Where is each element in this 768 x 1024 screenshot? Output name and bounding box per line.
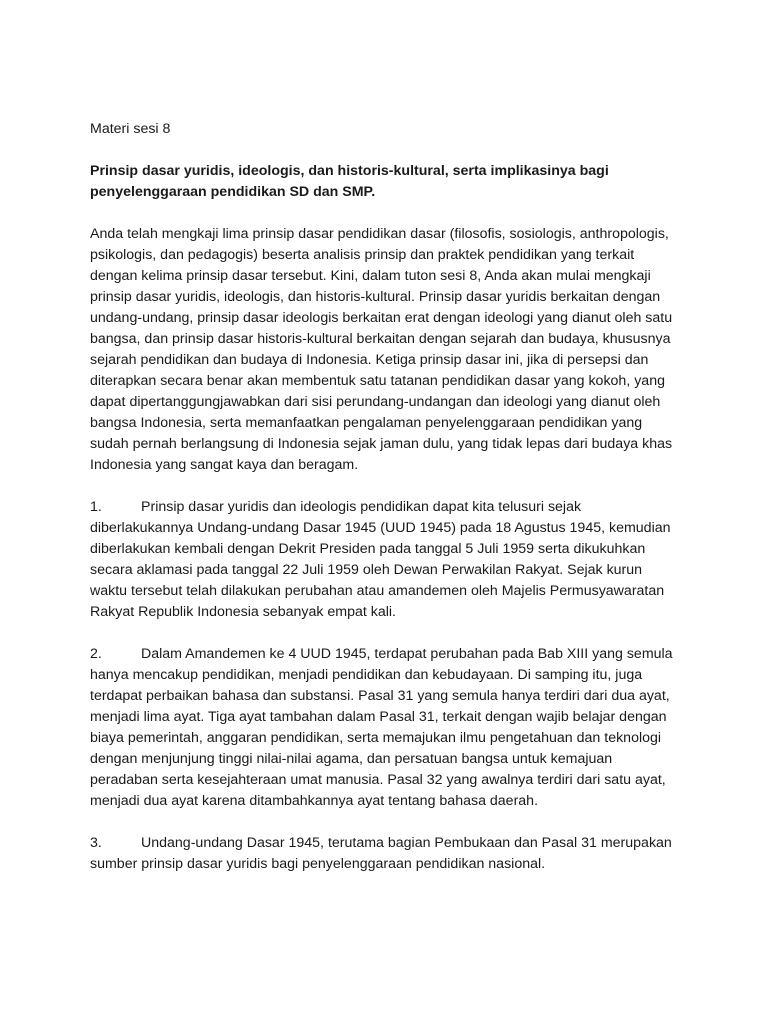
- list-item-text: Undang-undang Dasar 1945, terutama bagian Pembukaan dan Pasal 31 merupakan sumber prinsip dasar yuridis bagi penyelenggaraan pendidikan nasional.: [90, 835, 672, 872]
- list-item: [90, 644, 680, 812]
- intro-paragraph: Anda telah mengkaji lima prinsip dasar pendidikan dasar (filosofis, sosiologis, anthropologis, psikologis, dan pedagogis) beserta analisis prinsip dan praktek pendidikan yang terkait dengan kelima prinsip dasar tersebut. Kini, dalam tuton sesi 8, Anda akan mulai mengkaji prinsip dasar yuridis, ideologis, dan historis-kultural. Prinsip dasar yuridis berkaitan dengan undang-undang, prinsip dasar ideologis berkaitan erat dengan ideologi yang dianut oleh satu bangsa, dan prinsip dasar historis-kultural berkaitan dengan sejarah dan budaya, khususnya sejarah pendidikan dan budaya di Indonesia. Ketiga prinsip dasar ini, jika di persepsi dan diterapkan secara benar akan membentuk satu tatanan pendidikan dasar yang kokoh, yang dapat dipertanggungjawabkan dari sisi perundang-undangan dan ideologi yang dianut oleh bangsa Indonesia, serta memanfaatkan pengalaman penyelenggaraan pendidikan yang sudah pernah berlangsung di Indonesia sejak jaman dulu, yang tidak lepas dari budaya khas Indonesia yang sangat kaya dan beragam.: [90, 226, 673, 473]
- session-label: Materi sesi 8: [90, 121, 171, 137]
- list-item: [90, 497, 680, 623]
- list-item-number: 2.: [90, 646, 102, 662]
- list-item-number: 1.: [90, 499, 102, 515]
- document-body: [90, 119, 680, 875]
- document-heading: Prinsip dasar yuridis, ideologis, dan historis-kultural, serta implikasinya bagi penyelenggaraan pendidikan SD dan SMP.: [90, 163, 609, 200]
- list-item: [90, 833, 680, 875]
- list-item-text: Dalam Amandemen ke 4 UUD 1945, terdapat perubahan pada Bab XIII yang semula hanya mencakup pendidikan, menjadi pendidikan dan kebudayaan. Di samping itu, juga terdapat perbaikan bahasa dan substansi. Pasal 31 yang semula hanya terdiri dari dua ayat, menjadi lima ayat. Tiga ayat tambahan dalam Pasal 31, terkait dengan wajib belajar dengan biaya pemerintah, anggaran pendidikan, serta memajukan ilmu pengetahuan dan teknologi dengan menjunjung tinggi nilai-nilai agama, dan persatuan bangsa untuk kemajuan peradaban serta kesejahteraan umat manusia. Pasal 32 yang awalnya terdiri dari satu ayat, menjadi dua ayat karena ditambahkannya ayat tentang bahasa daerah.: [90, 646, 673, 809]
- list-item-text: Prinsip dasar yuridis dan ideologis pendidikan dapat kita telusuri sejak diberlakukannya Undang-undang Dasar 1945 (UUD 1945) pada 18 Agustus 1945, kemudian diberlakukan kembali dengan Dekrit Presiden pada tanggal 5 Juli 1959 serta dikukuhkan secara aklamasi pada tanggal 22 Juli 1959 oleh Dewan Perwakilan Rakyat. Sejak kurun waktu tersebut telah dilakukan perubahan atau amandemen oleh Majelis Permusyawaratan Rakyat Republik Indonesia sebanyak empat kali.: [90, 499, 671, 620]
- list-item-number: 3.: [90, 835, 102, 851]
